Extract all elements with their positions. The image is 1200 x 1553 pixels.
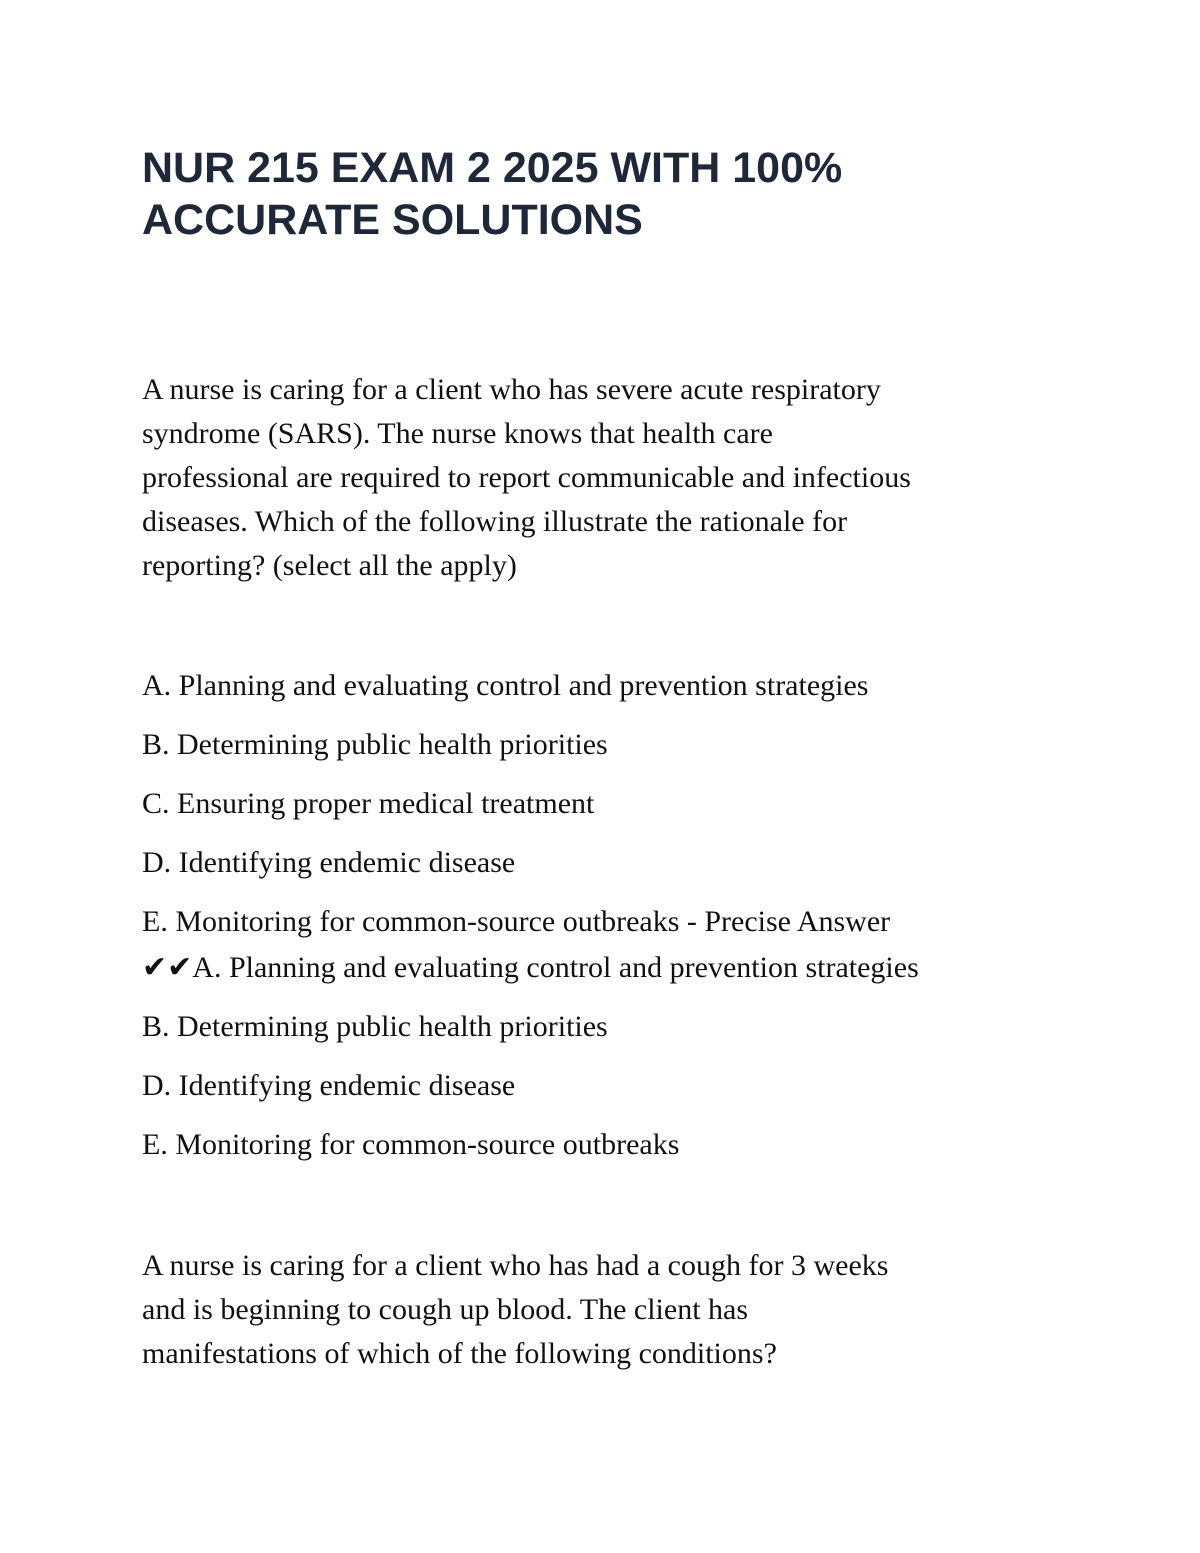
question-1-option-d: D. Identifying endemic disease [142, 846, 516, 879]
question-1-line: syndrome (SARS). The nurse knows that health care [142, 417, 773, 450]
question-1-line: professional are required to report communicable and infectious [142, 461, 911, 494]
double-check-icon: ✔✔ [142, 951, 193, 984]
document-title-line-2: ACCURATE SOLUTIONS [142, 196, 643, 244]
question-1-answer-e: E. Monitoring for common-source outbreaks [142, 1128, 680, 1161]
question-1-option-a: A. Planning and evaluating control and prevention strategies [142, 669, 869, 702]
question-2-line: manifestations of which of the following conditions? [142, 1337, 777, 1370]
question-2-line: A nurse is caring for a client who has had a cough for 3 weeks [142, 1249, 889, 1282]
document-title [142, 142, 1102, 246]
question-1-stem [142, 368, 1102, 588]
question-1-line: diseases. Which of the following illustrate the rationale for [142, 505, 848, 538]
question-1-option-b: B. Determining public health priorities [142, 728, 608, 761]
answer-a-text: A. Planning and evaluating control and prevention strategies [192, 951, 919, 984]
question-1-line: reporting? (select all the apply) [142, 549, 517, 582]
question-2-line: and is beginning to cough up blood. The client has [142, 1293, 749, 1326]
question-1-option-e: E. Monitoring for common-source outbreaks - Precise Answer [142, 905, 891, 938]
document-title-line-1: NUR 215 EXAM 2 2025 WITH 100% [142, 144, 843, 192]
question-1-answer-a [142, 946, 1142, 990]
question-1-line: A nurse is caring for a client who has severe acute respiratory [142, 373, 881, 406]
question-1-answer-b: B. Determining public health priorities [142, 1010, 608, 1043]
question-1-answer-d: D. Identifying endemic disease [142, 1069, 516, 1102]
question-2-stem [142, 1244, 1102, 1376]
question-1-option-c: C. Ensuring proper medical treatment [142, 787, 595, 820]
